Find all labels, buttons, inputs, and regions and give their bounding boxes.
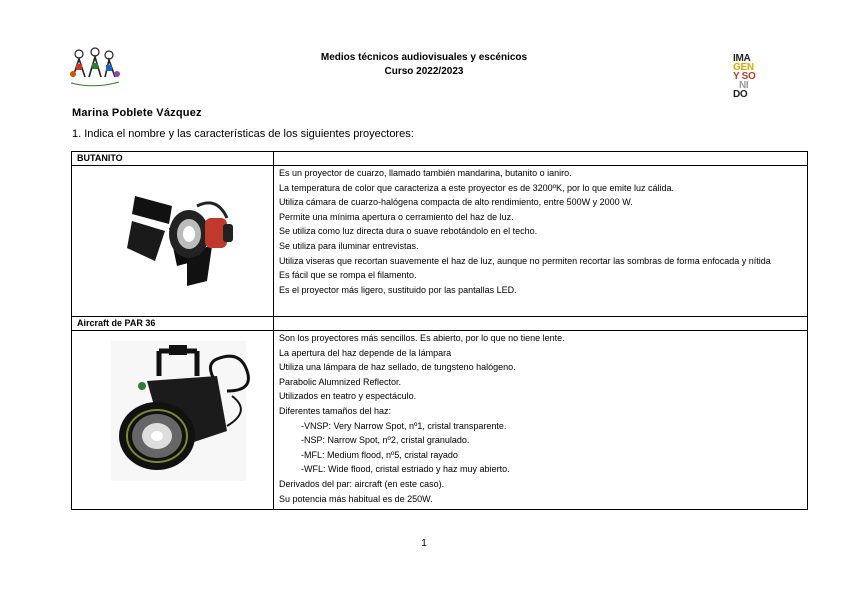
imagen-y-sonido-logo [733,54,765,98]
header-title-line1: Medios técnicos audiovisuales y escénicos [320,52,528,63]
logo-line-4: NI [739,80,749,91]
projectors-table [71,151,808,510]
description-line: -NSP: Narrow Spot, nº2, cristal granulado. [301,435,470,446]
description-line: La temperatura de color que caracteriza a este proyector es de 3200ºK, por lo que emite luz cálida. [279,182,675,193]
table-row [72,317,808,331]
logo-line-3: Y SO [733,71,756,82]
description-line: Utilizados en teatro y espectáculo. [279,391,417,402]
description-line: Utiliza una lámpara de haz sellado, de tungsteno halógeno. [279,362,516,373]
logo-line-2: GEN [733,62,754,73]
projector-image-cell [72,331,274,510]
butanito-projector-image [77,166,268,314]
projector-image-cell [72,166,274,317]
question-text: 1. Indica el nombre y las características de los siguientes proyectores: [72,128,414,140]
description-line: -VNSP: Very Narrow Spot, nº1, cristal transparente. [301,420,507,431]
page-number: 1 [421,538,427,549]
logo-line-1: IMA [733,53,751,64]
description-line: Se utiliza para iluminar entrevistas. [279,240,419,251]
par36-projector-image [77,331,268,507]
description-line: Parabolic Alumnized Reflector. [279,376,402,387]
projector-description [274,166,808,317]
description-line: Utiliza cámara de cuarzo-halógena compacta de alto rendimiento, entre 500W y 2000 W. [279,197,633,208]
projector-name: BUTANITO [72,152,274,166]
empty-cell [274,317,808,331]
author-name: Marina Poblete Vázquez [72,107,202,119]
description-line: Su potencia más habitual es de 250W. [279,493,433,504]
description-line: -WFL: Wide flood, cristal estriado y haz muy abierto. [301,464,510,475]
empty-cell [274,152,808,166]
description-line: Se utiliza como luz directa dura o suave rebotándolo en el techo. [279,226,538,237]
table-row [72,331,808,510]
projector-description [274,331,808,510]
description-line: La apertura del haz depende de la lámpara [279,347,452,358]
description-line: -MFL: Medium flood, nº5, cristal rayado [301,449,458,460]
description-line: Son los proyectores más sencillos. Es abierto, por lo que no tiene lente. [279,333,565,343]
logo-line-5: DO [733,89,748,100]
header-title-line2: Curso 2022/2023 [384,66,464,77]
description-line: Es un proyector de cuarzo, llamado también mandarina, butanito o ianiro. [279,168,572,178]
description-line: Utiliza viseras que recortan suavemente el haz de luz, aunque no permiten recortar las sombras de forma enfocada y nítida [279,255,771,266]
document-header-title [0,51,848,82]
description-line: Derivados del par: aircraft (en este caso). [279,478,445,489]
description-line: Diferentes tamaños del haz: [279,405,392,416]
table-row [72,166,808,317]
description-line: Permite una mínima apertura o cerramiento del haz de luz. [279,211,514,222]
description-line: Es fácil que se rompa el filamento. [279,270,417,281]
table-row [72,152,808,166]
description-line: Es el proyector más ligero, sustituido por las pantallas LED. [279,284,517,295]
projector-name: Aircraft de PAR 36 [72,317,274,331]
